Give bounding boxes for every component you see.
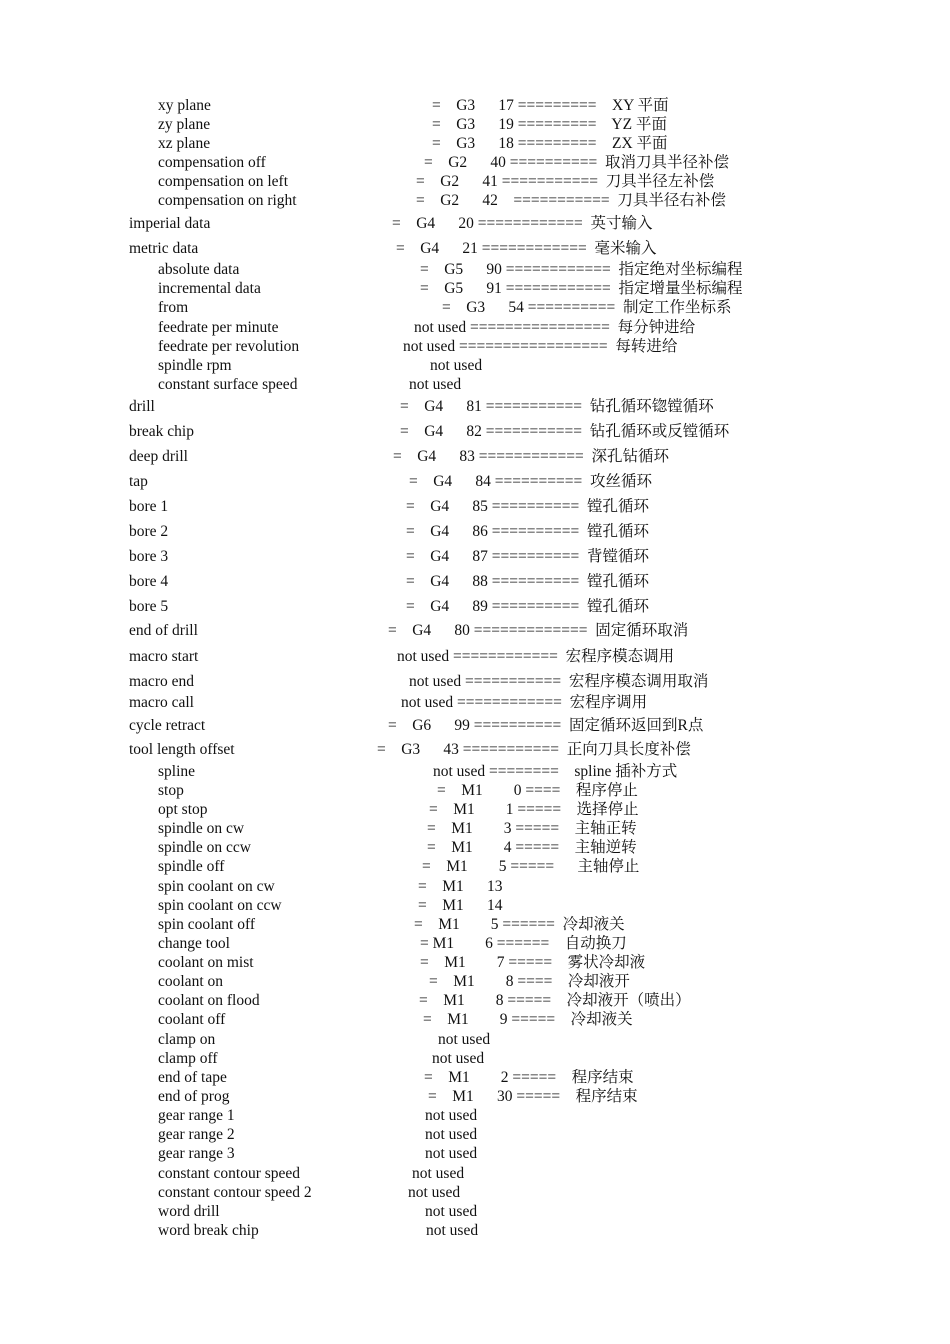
row-code: = G3 17 ========= XY 平面 bbox=[432, 97, 669, 114]
row-code: not used bbox=[430, 357, 483, 374]
row-code: not used bbox=[409, 376, 462, 393]
row-code: not used =========== 宏程序模态调用取消 bbox=[409, 673, 709, 690]
row-code: = G4 80 ============= 固定循环取消 bbox=[388, 622, 689, 639]
row-label: bore 2 bbox=[129, 523, 169, 540]
row-clamp-on bbox=[0, 1030, 950, 1050]
row-incremental-data bbox=[0, 279, 950, 299]
row-label: bore 1 bbox=[129, 498, 169, 515]
row-label: gear range 2 bbox=[158, 1126, 235, 1143]
row-code: not used bbox=[432, 1050, 485, 1067]
row-zy-plane bbox=[0, 115, 950, 135]
row-tool-length-offset bbox=[0, 740, 950, 760]
row-code: not used bbox=[425, 1107, 478, 1124]
row-code: = M1 0 ==== 程序停止 bbox=[437, 782, 638, 799]
row-label: gear range 1 bbox=[158, 1107, 235, 1124]
row-label: gear range 3 bbox=[158, 1145, 235, 1162]
row-label: tool length offset bbox=[129, 741, 235, 758]
row-label: break chip bbox=[129, 423, 194, 440]
row-label: drill bbox=[129, 398, 155, 415]
row-label: end of drill bbox=[129, 622, 198, 639]
row-code: = M1 14 bbox=[418, 897, 503, 914]
row-code: = G4 86 ========== 镗孔循环 bbox=[406, 523, 649, 540]
row-compensation-off bbox=[0, 153, 950, 173]
row-constant-surface-speed bbox=[0, 375, 950, 395]
row-label: constant surface speed bbox=[158, 376, 298, 393]
row-macro-call bbox=[0, 693, 950, 713]
row-code: not used ================ 每分钟进给 bbox=[414, 319, 696, 336]
row-label: coolant on flood bbox=[158, 992, 260, 1009]
row-code: = G3 19 ========= YZ 平面 bbox=[432, 116, 667, 133]
row-spindle-rpm bbox=[0, 356, 950, 376]
row-bore-5 bbox=[0, 597, 950, 617]
row-code: = G3 43 =========== 正向刀具长度补偿 bbox=[377, 741, 691, 758]
row-label: tap bbox=[129, 473, 148, 490]
row-code: = G3 54 ========== 制定工作坐标系 bbox=[442, 299, 732, 316]
row-spline bbox=[0, 762, 950, 782]
row-coolant-off bbox=[0, 1010, 950, 1030]
row-code: = M1 1 ===== 选择停止 bbox=[429, 801, 639, 818]
row-code: = M1 7 ===== 雾状冷却液 bbox=[420, 954, 646, 971]
row-spin-coolant-on-ccw bbox=[0, 896, 950, 916]
row-from bbox=[0, 298, 950, 318]
row-bore-3 bbox=[0, 547, 950, 567]
row-code: = G4 81 =========== 钻孔循环锪镗循环 bbox=[400, 398, 714, 415]
row-code: = G2 40 ========== 取消刀具半径补偿 bbox=[424, 154, 729, 171]
row-change-tool bbox=[0, 934, 950, 954]
row-code: = G4 88 ========== 镗孔循环 bbox=[406, 573, 649, 590]
row-label: spline bbox=[158, 763, 196, 780]
row-code: not used ============ 宏程序调用 bbox=[401, 694, 648, 711]
row-label: spindle rpm bbox=[158, 357, 232, 374]
row-label: feedrate per revolution bbox=[158, 338, 300, 355]
row-opt-stop bbox=[0, 800, 950, 820]
row-label: metric data bbox=[129, 240, 199, 257]
row-label: constant contour speed bbox=[158, 1165, 301, 1182]
row-bore-4 bbox=[0, 572, 950, 592]
row-label: spindle off bbox=[158, 858, 225, 875]
row-label: coolant off bbox=[158, 1011, 226, 1028]
row-code: = G4 89 ========== 镗孔循环 bbox=[406, 598, 649, 615]
row-feedrate-per-revolution bbox=[0, 337, 950, 357]
row-end-of-prog bbox=[0, 1087, 950, 1107]
row-compensation-on-left bbox=[0, 172, 950, 192]
row-code: = M1 9 ===== 冷却液关 bbox=[423, 1011, 633, 1028]
row-code: = M1 5 ===== 主轴停止 bbox=[422, 858, 640, 875]
row-stop bbox=[0, 781, 950, 801]
row-code: = M1 8 ==== 冷却液开 bbox=[429, 973, 630, 990]
row-code: not used bbox=[425, 1203, 478, 1220]
row-xy-plane bbox=[0, 96, 950, 116]
row-end-of-drill bbox=[0, 621, 950, 641]
row-gear-range-3 bbox=[0, 1144, 950, 1164]
row-code: = M1 30 ===== 程序结束 bbox=[428, 1088, 638, 1105]
row-spin-coolant-on-cw bbox=[0, 877, 950, 897]
row-label: compensation off bbox=[158, 154, 266, 171]
row-label: coolant on mist bbox=[158, 954, 254, 971]
row-metric-data bbox=[0, 239, 950, 259]
row-label: macro start bbox=[129, 648, 199, 665]
row-code: not used bbox=[438, 1031, 491, 1048]
row-coolant-on-flood bbox=[0, 991, 950, 1011]
row-label: spin coolant on cw bbox=[158, 878, 275, 895]
row-label: compensation on right bbox=[158, 192, 297, 209]
row-label: opt stop bbox=[158, 801, 208, 818]
row-spindle-on-ccw bbox=[0, 838, 950, 858]
row-spindle-on-cw bbox=[0, 819, 950, 839]
row-label: word break chip bbox=[158, 1222, 259, 1239]
row-code: not used bbox=[425, 1145, 478, 1162]
row-code: = M1 8 ===== 冷却液开（喷出） bbox=[419, 992, 691, 1009]
row-code: = G4 21 ============ 毫米输入 bbox=[396, 240, 657, 257]
row-code: = G4 20 ============ 英寸输入 bbox=[392, 215, 653, 232]
row-code: not used bbox=[426, 1222, 479, 1239]
row-spin-coolant-off bbox=[0, 915, 950, 935]
row-code: not used ============ 宏程序模态调用 bbox=[397, 648, 675, 665]
row-coolant-on bbox=[0, 972, 950, 992]
row-label: compensation on left bbox=[158, 173, 288, 190]
row-drill bbox=[0, 397, 950, 417]
row-code: = M1 5 ====== 冷却液关 bbox=[414, 916, 625, 933]
row-code: not used bbox=[408, 1184, 461, 1201]
row-label: stop bbox=[158, 782, 184, 799]
row-constant-contour-speed-2 bbox=[0, 1183, 950, 1203]
row-tap bbox=[0, 472, 950, 492]
row-label: bore 4 bbox=[129, 573, 169, 590]
row-code: = M1 2 ===== 程序结束 bbox=[424, 1069, 634, 1086]
row-word-break-chip bbox=[0, 1221, 950, 1241]
row-label: clamp off bbox=[158, 1050, 218, 1067]
row-label: change tool bbox=[158, 935, 230, 952]
row-code: = G4 87 ========== 背镗循环 bbox=[406, 548, 649, 565]
row-label: clamp on bbox=[158, 1031, 216, 1048]
row-bore-1 bbox=[0, 497, 950, 517]
row-label: deep drill bbox=[129, 448, 188, 465]
row-break-chip bbox=[0, 422, 950, 442]
row-label: from bbox=[158, 299, 189, 316]
row-clamp-off bbox=[0, 1049, 950, 1069]
row-code: = G4 85 ========== 镗孔循环 bbox=[406, 498, 649, 515]
row-label: incremental data bbox=[158, 280, 261, 297]
row-label: feedrate per minute bbox=[158, 319, 279, 336]
row-label: zy plane bbox=[158, 116, 211, 133]
row-label: absolute data bbox=[158, 261, 240, 278]
row-label: spindle on ccw bbox=[158, 839, 251, 856]
row-code: = G2 42 =========== 刀具半径右补偿 bbox=[416, 192, 726, 209]
row-label: xz plane bbox=[158, 135, 211, 152]
row-code: = G3 18 ========= ZX 平面 bbox=[432, 135, 668, 152]
row-macro-start bbox=[0, 647, 950, 667]
row-code: = M1 6 ====== 自动换刀 bbox=[420, 935, 627, 952]
row-label: word drill bbox=[158, 1203, 220, 1220]
row-code: = G2 41 =========== 刀具半径左补偿 bbox=[416, 173, 715, 190]
row-bore-2 bbox=[0, 522, 950, 542]
row-label: coolant on bbox=[158, 973, 223, 990]
row-code: = G4 84 ========== 攻丝循环 bbox=[409, 473, 652, 490]
row-code: not used ======== spline 插补方式 bbox=[433, 763, 678, 780]
row-code: not used bbox=[425, 1126, 478, 1143]
row-macro-end bbox=[0, 672, 950, 692]
row-label: cycle retract bbox=[129, 717, 206, 734]
row-code: not used bbox=[412, 1165, 465, 1182]
row-absolute-data bbox=[0, 260, 950, 280]
row-label: end of prog bbox=[158, 1088, 230, 1105]
row-coolant-on-mist bbox=[0, 953, 950, 973]
row-label: bore 5 bbox=[129, 598, 169, 615]
row-code: = M1 3 ===== 主轴正转 bbox=[427, 820, 637, 837]
row-label: spindle on cw bbox=[158, 820, 245, 837]
row-deep-drill bbox=[0, 447, 950, 467]
row-code: = G4 82 =========== 钻孔循环或反镗循环 bbox=[400, 423, 730, 440]
row-code: = M1 4 ===== 主轴逆转 bbox=[427, 839, 637, 856]
row-cycle-retract bbox=[0, 716, 950, 736]
row-end-of-tape bbox=[0, 1068, 950, 1088]
row-label: constant contour speed 2 bbox=[158, 1184, 312, 1201]
row-label: spin coolant off bbox=[158, 916, 256, 933]
row-label: macro end bbox=[129, 673, 194, 690]
row-label: macro call bbox=[129, 694, 194, 711]
row-code: = M1 13 bbox=[418, 878, 503, 895]
row-label: bore 3 bbox=[129, 548, 169, 565]
row-imperial-data bbox=[0, 214, 950, 234]
row-code: = G6 99 ========== 固定循环返回到R点 bbox=[388, 717, 704, 734]
row-gear-range-2 bbox=[0, 1125, 950, 1145]
row-label: end of tape bbox=[158, 1069, 227, 1086]
row-code: not used ================= 每转进给 bbox=[403, 338, 678, 355]
row-constant-contour-speed bbox=[0, 1164, 950, 1184]
row-label: xy plane bbox=[158, 97, 211, 114]
row-label: imperial data bbox=[129, 215, 211, 232]
row-feedrate-per-minute bbox=[0, 318, 950, 338]
row-xz-plane bbox=[0, 134, 950, 154]
row-word-drill bbox=[0, 1202, 950, 1222]
row-code: = G5 91 ============ 指定增量坐标编程 bbox=[420, 280, 743, 297]
row-code: = G5 90 ============ 指定绝对坐标编程 bbox=[420, 261, 743, 278]
row-compensation-on-right bbox=[0, 191, 950, 211]
row-gear-range-1 bbox=[0, 1106, 950, 1126]
row-code: = G4 83 ============ 深孔钻循环 bbox=[393, 448, 669, 465]
row-spindle-off bbox=[0, 857, 950, 877]
row-label: spin coolant on ccw bbox=[158, 897, 282, 914]
